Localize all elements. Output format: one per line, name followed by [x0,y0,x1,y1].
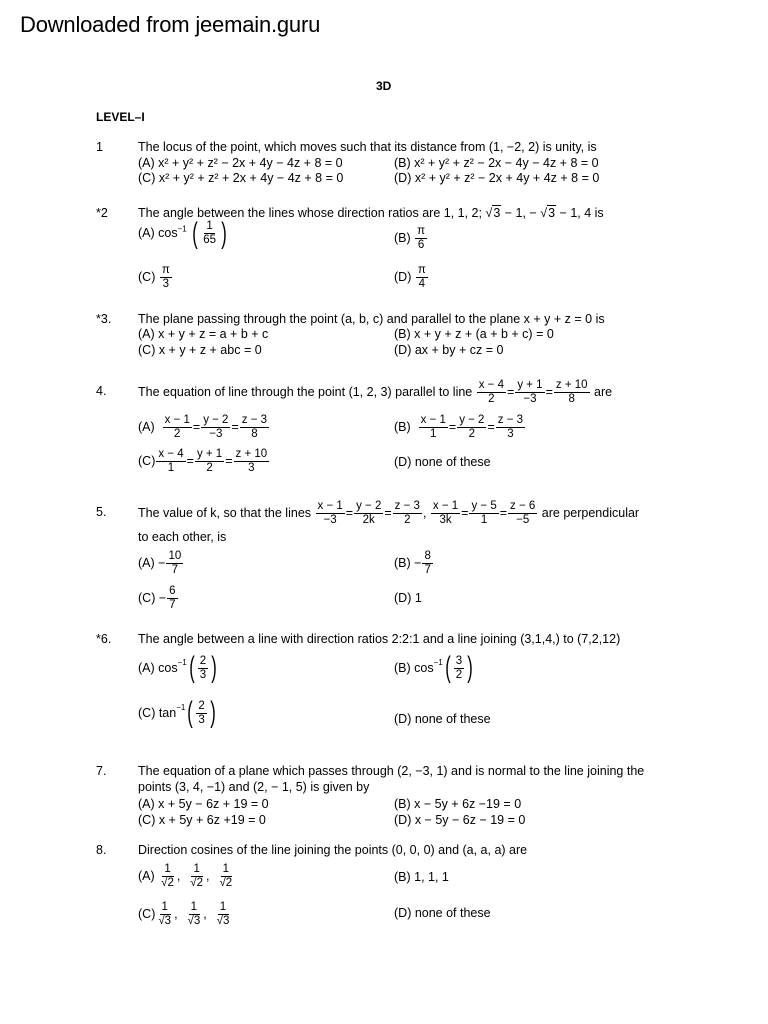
option-a: (A) $\cos^{-1}$ ( $\frac{1}{65}$ ) [138,216,227,250]
option-a: (A) − $\frac{10}{7}$ [138,549,182,576]
question-text-tail: − 1, − [504,206,537,220]
option-b: (B) − $\frac{8}{7}$ [394,549,431,576]
option-b: (B) x − 5y + 6z −19 = 0 [394,797,522,811]
option-d: (D) none of these [394,712,491,726]
question-number: 1 [96,140,103,154]
question-text: The value of k, so that the lines $\frac{x - 1}{-3}$ = $\frac{y - 2}{2k}$ = $\frac{z - 3}{2}$ , $\frac{x - 1}{3k}$ = $\frac{y - 5}{1}$ = $\frac{z - 6}{-5}$ are perpendicular [138,499,640,526]
option-a: (A) x + 5y − 6z + 19 = 0 [138,797,269,811]
option-c: (C) x + 5y + 6z +19 = 0 [138,813,266,827]
level-heading: LEVEL–I [96,110,145,124]
option-a: (A) $\frac{1}{√2}$ , $\frac{1}{√2}$ , $\frac{1}{√2}$ [138,862,233,889]
option-c: (C) $\frac{1}{√3}$ , $\frac{1}{√3}$ , $\frac{1}{√3}$ [138,900,230,927]
question-text-cont: points (3, 4, −1) and (2, − 1, 5) is given by [138,780,370,794]
option-d: (D) 1 [394,591,422,605]
option-d: (D) ax + by + cz = 0 [394,343,504,357]
option-d: (D) $\frac{\pi}{4}$ [394,264,426,290]
option-d: (D) x² + y² + z² − 2x + 4y + 4z + 8 = 0 [394,171,600,185]
option-a: (A) cos $^{-1}$ ( $\frac{2}{3}$ ) [138,651,217,684]
question-text-main: The angle between the lines whose direction ratios are 1, 1, 2; [138,206,482,220]
question-text [138,206,604,220]
option-c: (C) $\frac{\pi}{3}$ [138,264,170,290]
question-number: *6. [96,632,112,646]
question-text-cont: to each other, is [138,530,227,544]
question-number: 4. [96,384,107,398]
sqrt-3: √3 [485,206,501,220]
question-number: *3. [96,312,112,326]
question-number: *2 [96,206,108,220]
option-a: (A) x + y + z = a + b + c [138,327,269,341]
option-c: (C) $\frac{x - 4}{1}$ = $\frac{y + 1}{2}$ = $\frac{z + 10}{3}$ [138,447,268,474]
question-number: 8. [96,843,107,857]
option-c: (C) tan $^{-1}$ ( $\frac{2}{3}$ ) [138,696,216,729]
option-a: (A) x² + y² + z² − 2x + 4y − 4z + 8 = 0 [138,156,343,170]
question-text: The angle between a line with direction ratios 2:2:1 and a line joining (3,1,4,) to (7,2,12) [138,632,621,646]
option-d: (D) none of these [394,906,491,920]
option-d: (D) none of these [394,455,491,469]
option-b: (B) cos $^{-1}$ ( $\frac{3}{2}$ ) [394,651,473,684]
question-text: The equation of a plane which passes through (2, −3, 1) and is normal to the line joining the [138,764,645,778]
question-number: 7. [96,764,107,778]
option-b: (B) 1, 1, 1 [394,870,449,884]
option-c: (C) x + y + z + abc = 0 [138,343,262,357]
sqrt-3: √3 [540,206,556,220]
option-b: (B) x + y + z + (a + b + c) = 0 [394,327,554,341]
option-d: (D) x − 5y − 6z − 19 = 0 [394,813,526,827]
section-title: 3D [376,79,392,93]
question-text: The locus of the point, which moves such that its distance from (1, −2, 2) is unity, is [138,140,597,154]
question-text: The equation of line through the point (1, 2, 3) parallel to line $\frac{x - 4}{2}$ = $\frac{y + 1}{-3}$ = $\frac{z + 10}{8}$ are [138,378,613,405]
option-b: (B) $\frac{x - 1}{1}$ = $\frac{y - 2}{2}$ = $\frac{z - 3}{3}$ [394,413,524,440]
question-text: Direction cosines of the line joining the points (0, 0, 0) and (a, a, a) are [138,843,528,857]
option-c: (C) − $\frac{6}{7}$ [138,584,176,611]
option-b: (B) x² + y² + z² − 2x − 4y − 4z + 8 = 0 [394,156,599,170]
question-number: 5. [96,505,107,519]
option-a: (A) $\frac{x - 1}{2}$ = $\frac{y - 2}{-3}$ = $\frac{z - 3}{8}$ [138,413,268,440]
question-text-tail2: − 1, 4 is [559,206,604,220]
option-b: (B) $\frac{\pi}{6}$ [394,225,426,251]
watermark-text: Downloaded from jeemain.guru [20,12,321,37]
question-text: The plane passing through the point (a, b, c) and parallel to the plane x + y + z = 0 is [138,312,605,326]
option-c: (C) x² + y² + z² + 2x + 4y − 4z + 8 = 0 [138,171,344,185]
